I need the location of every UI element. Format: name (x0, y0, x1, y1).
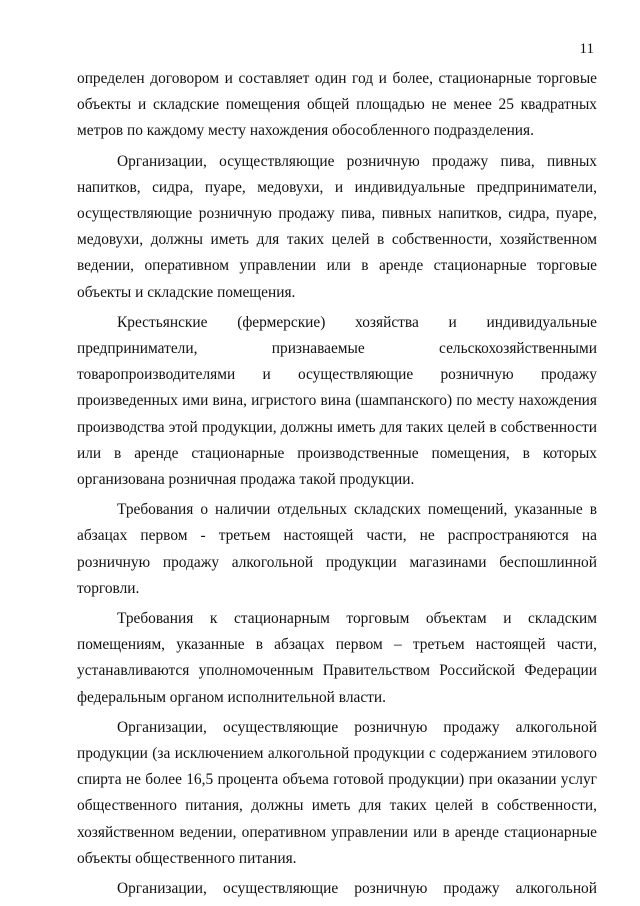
paragraph-beer-retail: Организации, осуществляющие розничную продажу пива, пивных напитков, сидра, пуаре, медовухи, и индивидуальные предприниматели, осуществляющие розничную продажу пива, пивных напитков, сидра, пуаре, медовухи, должны иметь для таких целей в собственности, хозяйственном ведении, оперативном управлении или в аренде стационарные торговые объекты и складские помещения. (77, 152, 597, 301)
paragraph-trailing: Организации, осуществляющие розничную продажу алкогольной (117, 880, 597, 898)
paragraph-farm-wine-retail: Крестьянские (фермерские) хозяйства и индивидуальные предприниматели, признаваемые сельскохозяйственными товаропроизводителями и осуществляющие розничную продажу произведенных ими вина, игристого вина (шампанского) по месту нахождения производства этой продукции, должны иметь для таких целей в собственности или в аренде стационарные производственные помещения, в которых организована розничная продажа такой продукции. (77, 313, 597, 489)
paragraph-duty-free-exception: Требования о наличии отдельных складских помещений, указанные в абзацах первом - третьем настоящей части, не распространяются на розничную продажу алкогольной продукции магазинами беспошлинной торговли. (77, 501, 597, 597)
document-body (77, 66, 597, 906)
paragraph-continuation: определен договором и составляет один год и более, стационарные торговые объекты и складские помещения общей площадью не менее 25 квадратных метров по каждому месту нахождения обособленного подразделения. (77, 70, 597, 140)
paragraph-requirements-authority: Требования к стационарным торговым объектам и складским помещениям, указанные в абзацах первом – третьем настоящей части, устанавливаются уполномоченным Правительством Российской Федерации федеральным органом исполнительной власти. (77, 610, 597, 706)
page-number: 11 (579, 41, 594, 57)
paragraph-catering-retail: Организации, осуществляющие розничную продажу алкогольной продукции (за исключением алкогольной продукции с содержанием этилового спирта не более 16,5 процента объема готовой продукции) при оказании услуг общественного питания, должны иметь для таких целей в собственности, хозяйственном ведении, оперативном управлении или в аренде стационарные объекты общественного питания. (77, 718, 597, 867)
